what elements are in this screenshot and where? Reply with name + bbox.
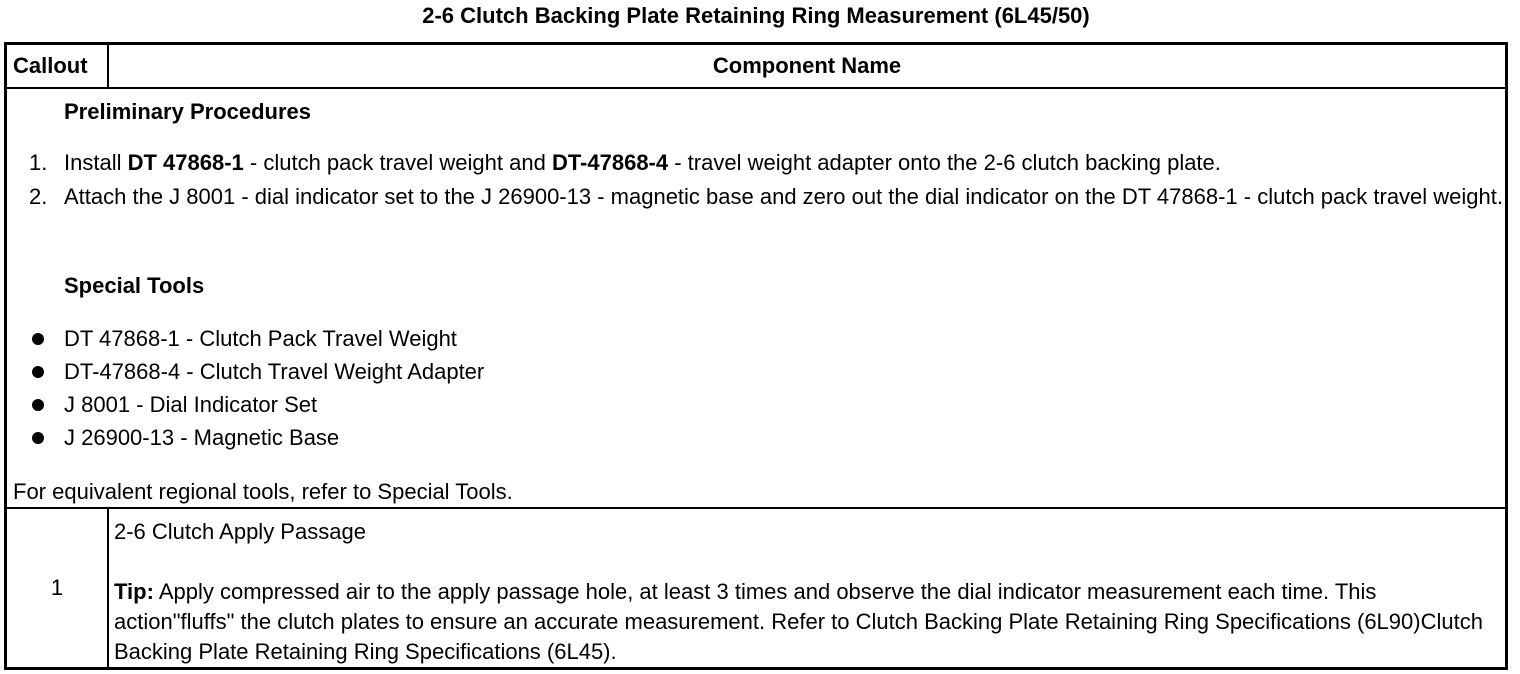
regional-tools-note: For equivalent regional tools, refer to Special Tools. [13,479,513,504]
step-text: Install DT 47868-1 - clutch pack travel weight and DT-47868-4 - travel weight adapter onto the 2-6 clutch backing plate. [64,150,1221,175]
step-number: 1. [29,150,48,175]
callout-column-header: Callout [6,44,109,89]
procedure-step [7,148,1497,178]
bullet-icon [32,432,44,444]
tool-ref-link[interactable]: DT 47868-1 [127,150,244,175]
bullet-icon [32,366,44,378]
tip-label: Tip: [114,579,154,604]
step-number: 2. [29,184,48,209]
page-title: 2-6 Clutch Backing Plate Retaining Ring Measurement (6L45/50) [422,3,1090,28]
procedure-table [4,42,1508,670]
preliminary-section: Preliminary Procedures 1. Install DT 47868-1 - clutch pack travel weight and DT-47868-4 - travel weight adapter onto the 2-6 clutch backing plate. 2. Attach the J 8001 - dial indicator set to the J 26900-13 - magnetic base and zero out the dial indicator on the DT 47868-1 - clutch pack travel weight. Special Tools DT 47868-1 - Clutch Pack Travel Weight DT-47868-4 - Clutch Travel Weight Adapter J 8001 - Dial Indicator Set J 26900-13 - Magnetic Base For equivalent regional tools, refer to Special Tools. [6,88,1507,508]
tip-text: Tip: Apply compressed air to the apply passage hole, at least 3 times and observe the dial indicator measurement each time. This action"fluffs" the clutch plates to ensure an accurate measurement. Refer to Clutch Backing Plate Retaining Ring Specifications (6L90)Clutch Backing Plate Retaining Ring Specifications (6L45). [114,579,1483,664]
bullet-icon [32,333,44,345]
callout-number: 1 [6,508,109,669]
component-description [108,508,1507,669]
table-row [6,508,1507,669]
preliminary-row [6,88,1507,508]
preliminary-heading: Preliminary Procedures [64,99,312,124]
tool-ref-link[interactable]: DT-47868-4 [551,150,669,175]
special-tools-heading: Special Tools [64,273,205,298]
procedure-step [7,182,1503,242]
component-column-header: Component Name [108,44,1507,89]
step-text: Attach the J 8001 - dial indicator set to the J 26900-13 - magnetic base and zero out the dial indicator on the DT 47868-1 - clutch pack travel weight. [64,184,1503,209]
table-header-row [6,44,1507,89]
component-name: 2-6 Clutch Apply Passage [114,519,366,544]
bullet-icon [32,399,44,411]
